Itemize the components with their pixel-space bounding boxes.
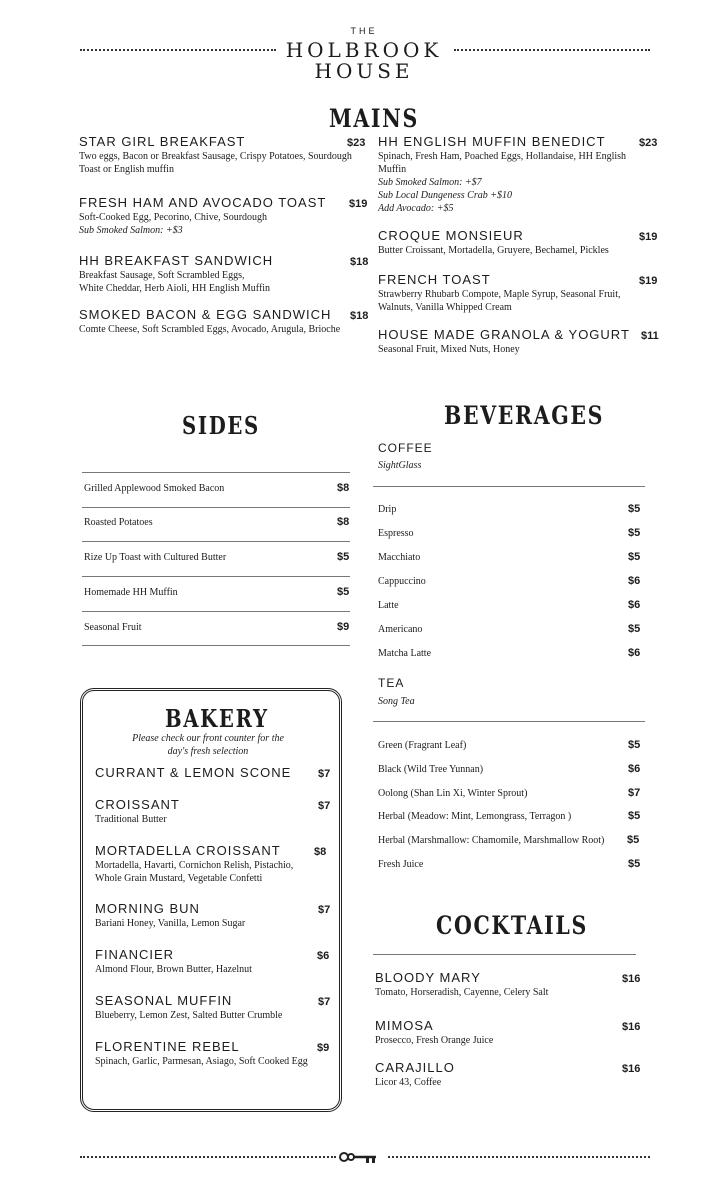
bakery-item bbox=[95, 1039, 325, 1068]
mains-title: MAINS bbox=[329, 104, 419, 133]
bakery-note-2: day's fresh selection bbox=[167, 746, 249, 757]
divider bbox=[82, 645, 350, 646]
tea-item-name: Black (Wild Tree Yunnan) bbox=[378, 764, 484, 775]
item-desc-1: Strawberry Rhubarb Compote, Maple Syrup, Seasonal Fruit, bbox=[378, 289, 621, 300]
item-name: HH ENGLISH MUFFIN BENEDICT bbox=[378, 134, 606, 149]
menu-item bbox=[378, 134, 653, 215]
side-item-price: $9 bbox=[337, 621, 350, 633]
item-price: $18 bbox=[350, 256, 369, 268]
cocktails-title: COCKTAILS bbox=[436, 911, 588, 940]
item-desc-1: Bariani Honey, Vanilla, Lemon Sugar bbox=[95, 918, 246, 929]
coffee-item-name: Latte bbox=[378, 600, 399, 611]
coffee-item-name: Espresso bbox=[378, 528, 414, 539]
tea-item-price: $5 bbox=[628, 810, 641, 822]
item-name: FRENCH TOAST bbox=[378, 272, 491, 287]
item-desc-1: Spinach, Garlic, Parmesan, Asiago, Soft Cooked Egg bbox=[95, 1056, 308, 1067]
item-name: MIMOSA bbox=[375, 1018, 434, 1033]
divider bbox=[373, 486, 645, 487]
item-name: HH BREAKFAST SANDWICH bbox=[79, 253, 274, 268]
item-desc-1: Mortadella, Havarti, Cornichon Relish, Pistachio, bbox=[95, 860, 294, 871]
item-desc-1: Soft-Cooked Egg, Pecorino, Chive, Sourdough bbox=[79, 212, 268, 223]
item-desc-2: Whole Grain Mustard, Vegetable Confetti bbox=[95, 873, 263, 884]
divider bbox=[82, 611, 350, 612]
bakery-note-1: Please check our front counter for the bbox=[132, 733, 284, 744]
item-extra-1: Sub Smoked Salmon: +$3 bbox=[79, 225, 183, 236]
coffee-item-price: $5 bbox=[628, 527, 641, 539]
side-item-price: $8 bbox=[337, 482, 350, 494]
item-price: $19 bbox=[639, 231, 658, 243]
divider bbox=[373, 954, 636, 955]
menu-item bbox=[378, 327, 653, 356]
bakery-item bbox=[95, 843, 325, 885]
tea-item-name: Fresh Juice bbox=[378, 859, 424, 870]
coffee-item-price: $5 bbox=[628, 503, 641, 515]
item-price: $7 bbox=[318, 768, 331, 780]
key-icon bbox=[338, 1148, 380, 1166]
item-name: CROISSANT bbox=[95, 797, 180, 812]
item-desc-1: Butter Croissant, Mortadella, Gruyere, Bechamel, Pickles bbox=[378, 245, 609, 256]
coffee-item-price: $6 bbox=[628, 647, 641, 659]
tea-item-name: Oolong (Shan Lin Xi, Winter Sprout) bbox=[378, 788, 528, 799]
item-extra-2: Sub Local Dungeness Crab +$10 bbox=[378, 190, 512, 201]
tea-item-name: Green (Fragrant Leaf) bbox=[378, 740, 467, 751]
tea-item-name: Herbal (Marshmallow: Chamomile, Marshmallow Root) bbox=[378, 835, 605, 846]
item-desc-1: Seasonal Fruit, Mixed Nuts, Honey bbox=[378, 344, 520, 355]
item-desc-1: Blueberry, Lemon Zest, Salted Butter Crumble bbox=[95, 1010, 283, 1021]
coffee-heading: COFFEE bbox=[378, 441, 433, 455]
side-item-name: Rize Up Toast with Cultured Butter bbox=[84, 552, 227, 563]
item-name: MORNING BUN bbox=[95, 901, 200, 916]
coffee-item-name: Matcha Latte bbox=[378, 648, 432, 659]
cocktail-item bbox=[375, 1018, 615, 1047]
footer-rule-right bbox=[388, 1156, 650, 1158]
footer-rule-left bbox=[80, 1156, 336, 1158]
item-price: $23 bbox=[347, 137, 366, 149]
item-price: $19 bbox=[639, 275, 658, 287]
side-item-name: Grilled Applewood Smoked Bacon bbox=[84, 483, 225, 494]
side-item-name: Seasonal Fruit bbox=[84, 622, 142, 633]
item-desc: Prosecco, Fresh Orange Juice bbox=[375, 1035, 494, 1046]
coffee-item-price: $5 bbox=[628, 623, 641, 635]
item-name: BLOODY MARY bbox=[375, 970, 481, 985]
cocktail-item bbox=[375, 1060, 615, 1089]
bakery-item bbox=[95, 765, 325, 781]
coffee-item-name: Drip bbox=[378, 504, 397, 515]
divider bbox=[82, 472, 350, 473]
bakery-title: BAKERY bbox=[165, 704, 269, 733]
item-desc-2: Muffin bbox=[378, 164, 407, 175]
item-name: SMOKED BACON & EGG SANDWICH bbox=[79, 307, 332, 322]
item-price: $7 bbox=[318, 996, 331, 1008]
item-price: $7 bbox=[318, 800, 331, 812]
item-price: $16 bbox=[622, 1063, 641, 1075]
item-name: FINANCIER bbox=[95, 947, 175, 962]
tea-item-price: $6 bbox=[628, 763, 641, 775]
item-price: $6 bbox=[317, 950, 330, 962]
item-name: MORTADELLA CROISSANT bbox=[95, 843, 281, 858]
bakery-item bbox=[95, 901, 325, 930]
menu-item bbox=[79, 307, 369, 336]
item-price: $9 bbox=[317, 1042, 330, 1054]
beverages-title: BEVERAGES bbox=[444, 401, 605, 430]
coffee-item-price: $6 bbox=[628, 599, 641, 611]
logo-the: THE bbox=[350, 26, 378, 36]
menu-item bbox=[79, 253, 369, 295]
bakery-item bbox=[95, 797, 325, 826]
coffee-item-name: Macchiato bbox=[378, 552, 421, 563]
item-desc-1: Almond Flour, Brown Butter, Hazelnut bbox=[95, 964, 252, 975]
item-desc-2: White Cheddar, Herb Aioli, HH English Muffin bbox=[79, 283, 271, 294]
side-item-price: $5 bbox=[337, 586, 350, 598]
side-item-name: Homemade HH Muffin bbox=[84, 587, 178, 598]
item-desc-1: Comte Cheese, Soft Scrambled Eggs, Avocado, Arugula, Brioche bbox=[79, 324, 341, 335]
item-extra-3: Add Avocado: +$5 bbox=[378, 203, 454, 214]
item-name: CROQUE MONSIEUR bbox=[378, 228, 524, 243]
coffee-supplier: SightGlass bbox=[378, 460, 422, 471]
menu-item bbox=[378, 272, 653, 314]
item-name: FLORENTINE REBEL bbox=[95, 1039, 240, 1054]
item-price: $7 bbox=[318, 904, 331, 916]
side-item-price: $8 bbox=[337, 516, 350, 528]
item-extra-1: Sub Smoked Salmon: +$7 bbox=[378, 177, 482, 188]
logo-line1: HOLBROOK bbox=[285, 38, 443, 62]
bakery-item bbox=[95, 947, 325, 976]
item-desc-1: Two eggs, Bacon or Breakfast Sausage, Crispy Potatoes, Sourdough bbox=[79, 151, 352, 162]
item-name: HOUSE MADE GRANOLA & YOGURT bbox=[378, 327, 630, 342]
tea-item-price: $7 bbox=[628, 787, 641, 799]
item-price: $16 bbox=[622, 973, 641, 985]
item-name: STAR GIRL BREAKFAST bbox=[79, 134, 246, 149]
side-item-price: $5 bbox=[337, 551, 350, 563]
divider bbox=[82, 507, 350, 508]
coffee-item-name: Americano bbox=[378, 624, 423, 635]
item-price: $19 bbox=[349, 198, 368, 210]
item-price: $11 bbox=[641, 330, 659, 342]
tea-item-price: $5 bbox=[628, 739, 641, 751]
menu-item bbox=[79, 195, 369, 237]
tea-supplier: Song Tea bbox=[378, 696, 415, 707]
item-price: $16 bbox=[622, 1021, 641, 1033]
item-desc-2: Toast or English muffin bbox=[79, 164, 174, 175]
divider bbox=[373, 721, 645, 722]
item-desc-1: Breakfast Sausage, Soft Scrambled Eggs, bbox=[79, 270, 245, 281]
tea-item-price: $5 bbox=[628, 858, 641, 870]
item-name: CARAJILLO bbox=[375, 1060, 455, 1075]
item-name: CURRANT & LEMON SCONE bbox=[95, 765, 292, 780]
item-price: $18 bbox=[350, 310, 369, 322]
tea-item-price: $5 bbox=[627, 834, 640, 846]
item-desc-2: Walnuts, Vanilla Whipped Cream bbox=[378, 302, 512, 313]
item-desc-1: Traditional Butter bbox=[95, 814, 167, 825]
side-item-name: Roasted Potatoes bbox=[84, 517, 153, 528]
menu-item bbox=[378, 228, 653, 257]
coffee-item-price: $5 bbox=[628, 551, 641, 563]
item-price: $23 bbox=[639, 137, 658, 149]
divider bbox=[82, 576, 350, 577]
item-desc: Tomato, Horseradish, Cayenne, Celery Salt bbox=[375, 987, 549, 998]
item-desc-1: Spinach, Fresh Ham, Poached Eggs, Hollandaise, HH English bbox=[378, 151, 627, 162]
item-desc: Licor 43, Coffee bbox=[375, 1077, 442, 1088]
logo-line2: HOUSE bbox=[314, 59, 414, 83]
cocktail-item bbox=[375, 970, 615, 999]
coffee-item-price: $6 bbox=[628, 575, 641, 587]
item-name: SEASONAL MUFFIN bbox=[95, 993, 233, 1008]
menu-item bbox=[79, 134, 369, 176]
bakery-item bbox=[95, 993, 325, 1022]
item-price: $8 bbox=[314, 846, 327, 858]
divider bbox=[82, 541, 350, 542]
coffee-item-name: Cappuccino bbox=[378, 576, 426, 587]
tea-heading: TEA bbox=[378, 676, 405, 690]
item-name: FRESH HAM AND AVOCADO TOAST bbox=[79, 195, 327, 210]
sides-title: SIDES bbox=[182, 411, 260, 440]
tea-item-name: Herbal (Meadow: Mint, Lemongrass, Terragon ) bbox=[378, 811, 572, 822]
